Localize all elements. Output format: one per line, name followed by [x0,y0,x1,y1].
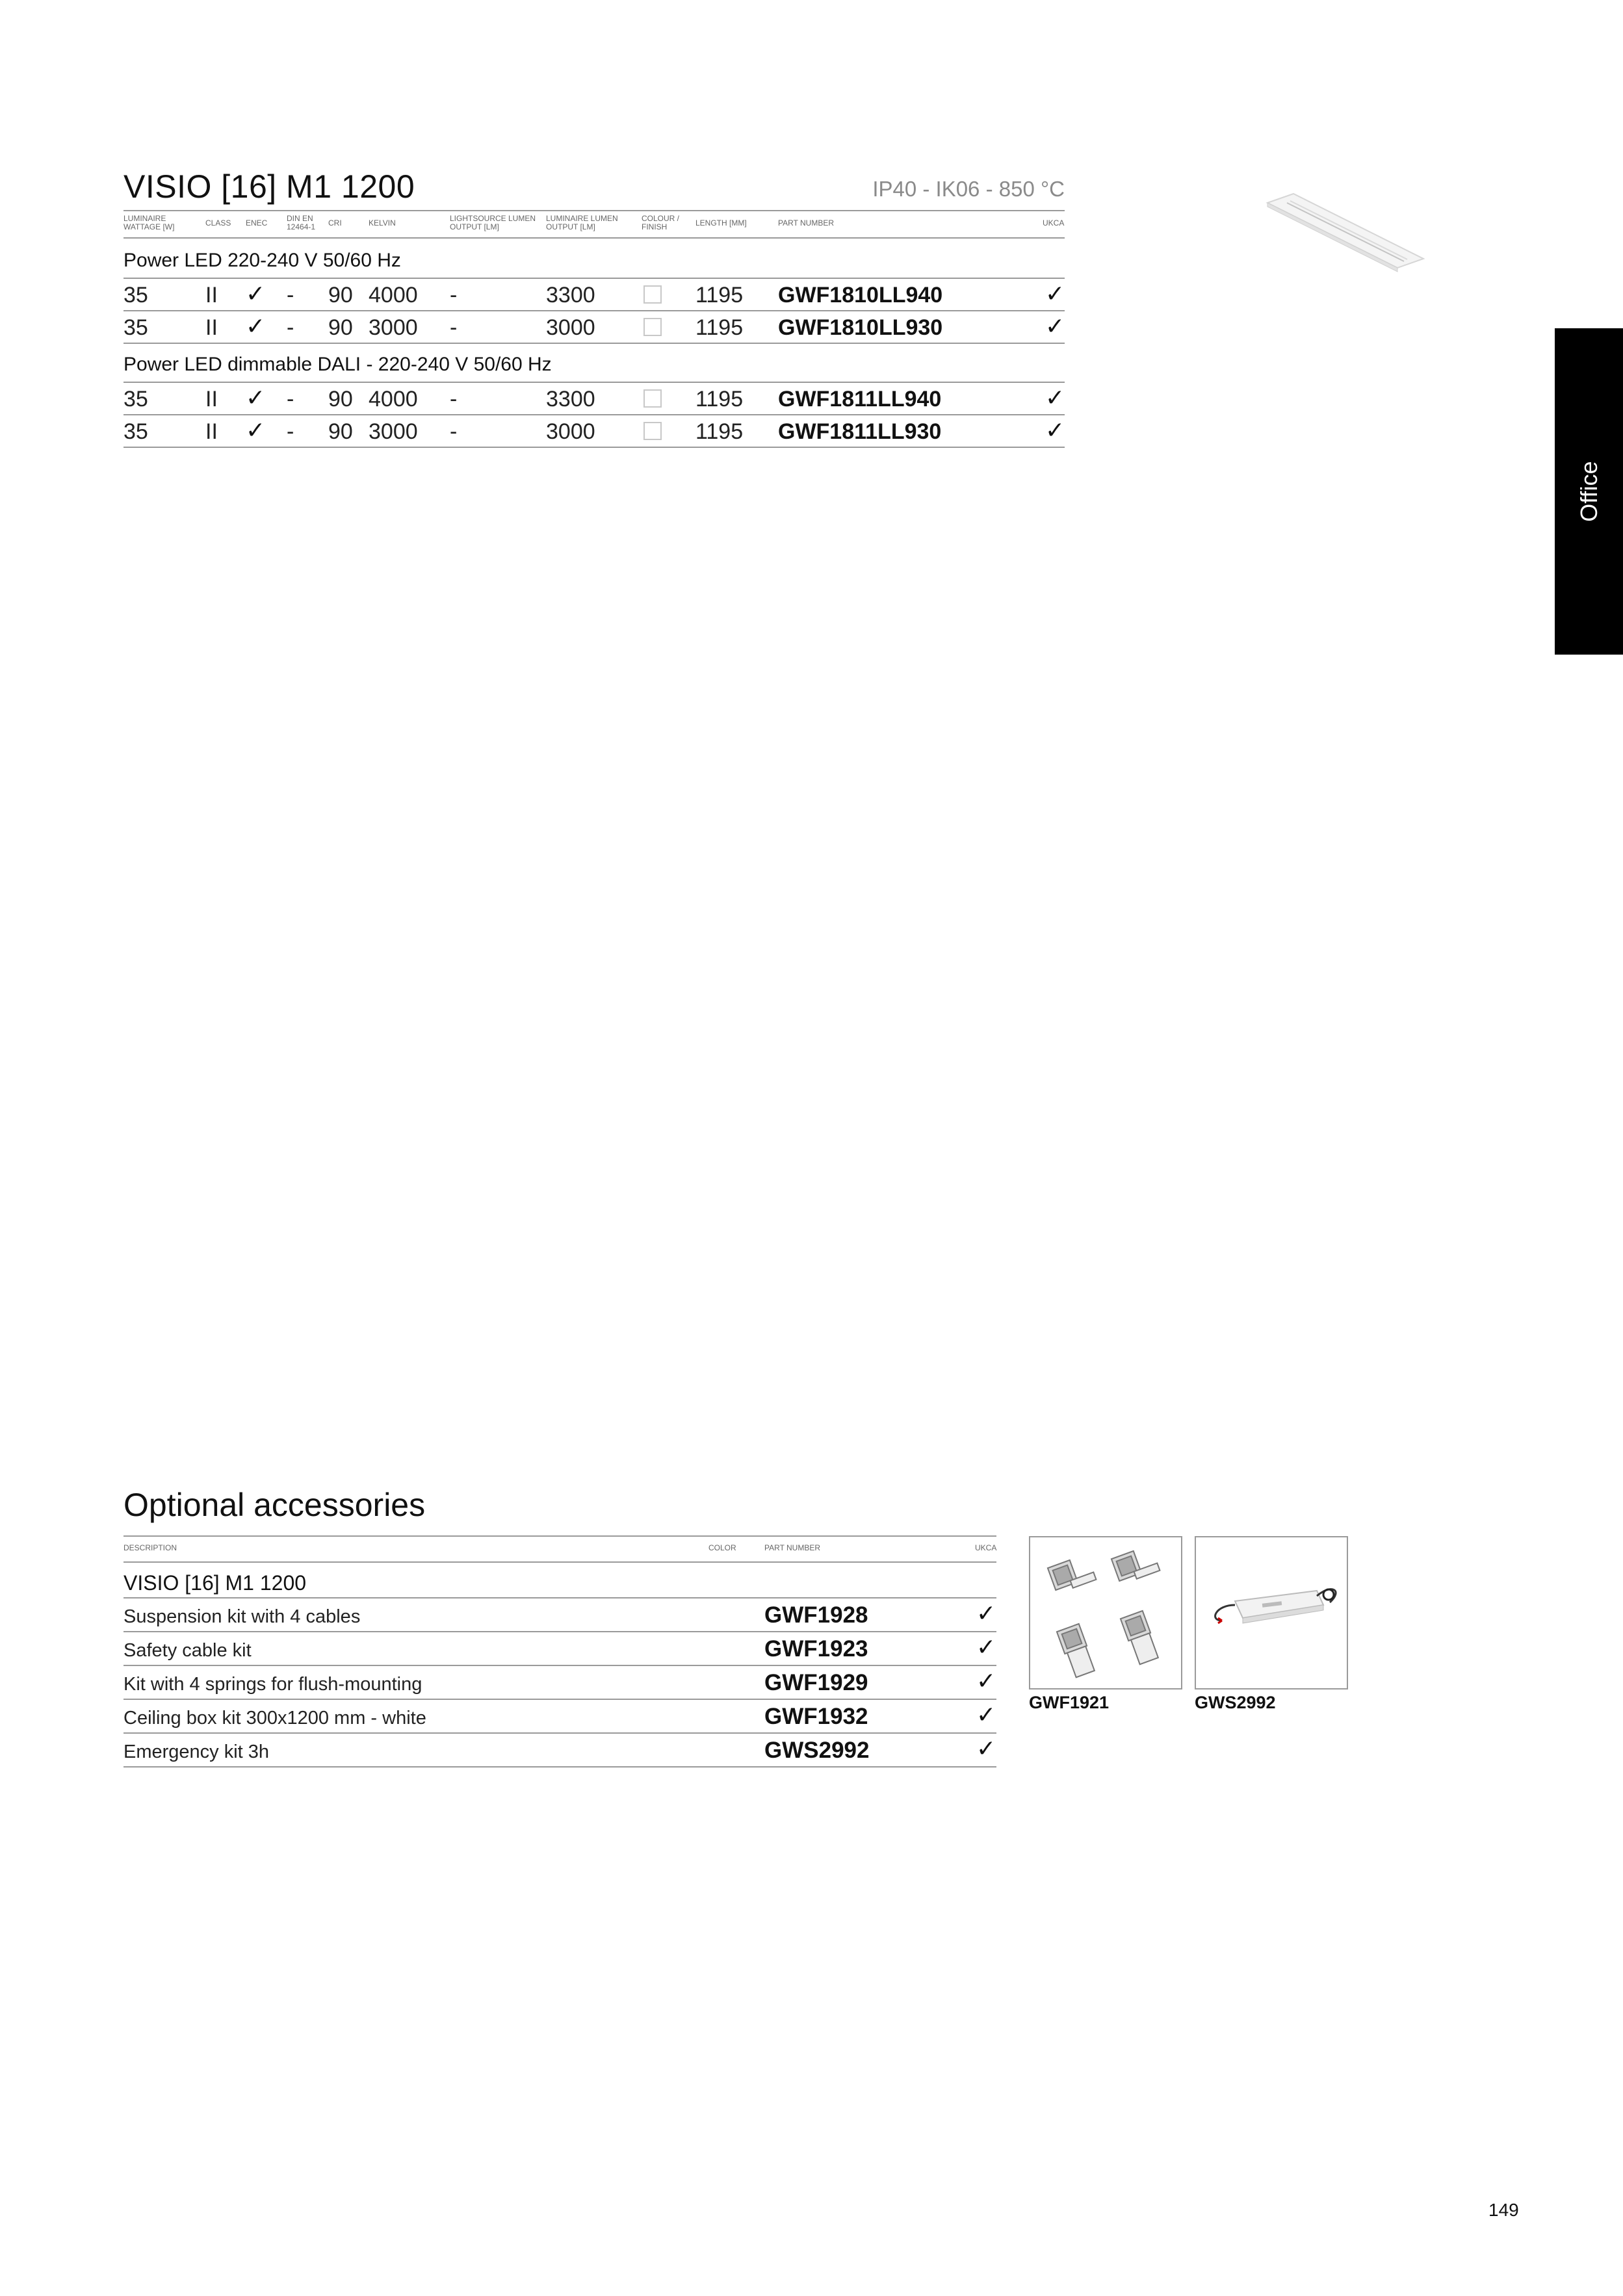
header-description: DESCRIPTION [123,1543,177,1552]
check-icon: ✓ [976,1735,996,1762]
cell-din: - [287,419,294,444]
table-row [123,311,1065,344]
header-enec: ENEC [246,218,268,228]
header-din: DIN EN 12464-1 [287,214,316,231]
section-tab-label: Office [1575,461,1602,522]
cell-class: II [205,419,218,444]
accessory-part-number: GWS2992 [764,1738,870,1763]
cell-length: 1195 [695,283,744,307]
accessory-description: Kit with 4 springs for flush-mounting [123,1674,422,1695]
cell-lum-lumen: 3000 [546,419,595,444]
header-part-number: PART NUMBER [778,218,835,228]
page-number: 149 [1488,2200,1519,2220]
accessory-image [1029,1536,1182,1689]
cell-cri: 90 [328,315,353,340]
check-icon: ✓ [976,1634,996,1660]
cell-length: 1195 [695,419,744,444]
product-specs: IP40 - IK06 - 850 °C [872,177,1065,201]
accessory-part-number: GWF1928 [764,1602,868,1628]
accessory-image-caption: GWF1921 [1029,1693,1110,1712]
cell-kelvin: 3000 [369,419,418,444]
accessory-part-number: GWF1932 [764,1704,868,1729]
colour-swatch [643,318,662,336]
check-icon: ✓ [246,313,266,339]
cell-wattage: 35 [123,387,148,411]
accessory-image [1195,1536,1348,1689]
list-item [123,1632,996,1666]
header-wattage: LUMINAIRE WATTAGE [W] [123,214,175,231]
table-row [123,279,1065,311]
cell-kelvin: 4000 [369,387,418,411]
cell-class: II [205,315,218,340]
header-class: CLASS [205,218,231,228]
cell-class: II [205,283,218,307]
cell-ls-lumen: - [450,419,458,444]
check-icon: ✓ [246,384,266,411]
accessory-part-number: GWF1929 [764,1670,868,1695]
check-icon: ✓ [1045,280,1065,307]
cell-lum-lumen: 3300 [546,283,595,307]
header-color: COLOR [708,1543,736,1552]
cell-ls-lumen: - [450,315,458,340]
cell-ls-lumen: - [450,387,458,411]
cell-ls-lumen: - [450,283,458,307]
header-colour: COLOUR / FINISH [642,214,680,231]
cell-kelvin: 3000 [369,315,418,340]
header-ukca: UKCA [1043,218,1065,228]
list-item [123,1700,996,1734]
check-icon: ✓ [976,1667,996,1694]
header-length: LENGTH [MM] [695,218,747,228]
cell-kelvin: 4000 [369,283,418,307]
header-kelvin: KELVIN [369,218,396,228]
check-icon: ✓ [1045,384,1065,411]
cell-cri: 90 [328,387,353,411]
accessory-image-caption: GWS2992 [1195,1693,1276,1712]
cell-din: - [287,387,294,411]
accessory-description: Ceiling box kit 300x1200 mm - white [123,1708,426,1729]
emergency-driver-icon [1196,1537,1347,1688]
cell-cri: 90 [328,419,353,444]
check-icon: ✓ [1045,313,1065,339]
cell-part-number: GWF1811LL940 [778,387,942,411]
accessories-title: Optional accessories [123,1487,426,1523]
table-row [123,415,1065,448]
cell-lum-lumen: 3000 [546,315,595,340]
cell-class: II [205,387,218,411]
accessories-table-header [123,1535,996,1563]
spring-clips-icon [1030,1537,1181,1688]
product-title: VISIO [16] M1 1200 [123,168,415,205]
cell-part-number: GWF1811LL930 [778,419,942,444]
check-icon: ✓ [246,417,266,443]
check-icon: ✓ [976,1600,996,1626]
header-ukca: UKCA [975,1543,997,1552]
accessory-description: Safety cable kit [123,1640,252,1661]
header-part-number: PART NUMBER [764,1543,821,1552]
check-icon: ✓ [1045,417,1065,443]
header-ls-lumen: LIGHTSOURCE LUMEN OUTPUT [LM] [450,214,536,231]
cell-din: - [287,315,294,340]
cell-din: - [287,283,294,307]
cell-wattage: 35 [123,315,148,340]
cell-part-number: GWF1810LL940 [778,283,943,307]
colour-swatch [643,389,662,408]
cell-lum-lumen: 3300 [546,387,595,411]
list-item [123,1734,996,1768]
list-item [123,1666,996,1700]
accessories-group-label: VISIO [16] M1 1200 [123,1571,307,1595]
section-tab[interactable] [1555,328,1623,655]
cell-length: 1195 [695,315,744,340]
check-icon: ✓ [976,1701,996,1728]
cell-part-number: GWF1810LL930 [778,315,943,340]
accessory-description: Suspension kit with 4 cables [123,1606,361,1627]
luminaire-image [1261,189,1430,273]
list-item [123,1598,996,1632]
table-row [123,383,1065,415]
product-table-header [123,210,1065,239]
check-icon: ✓ [246,280,266,307]
accessory-part-number: GWF1923 [764,1636,868,1662]
group-label: Power LED 220-240 V 50/60 Hz [123,250,401,271]
colour-swatch [643,285,662,304]
cell-wattage: 35 [123,283,148,307]
cell-length: 1195 [695,387,744,411]
cell-cri: 90 [328,283,353,307]
accessory-description: Emergency kit 3h [123,1742,270,1762]
header-cri: CRI [328,218,342,228]
cell-wattage: 35 [123,419,148,444]
group-label: Power LED dimmable DALI - 220-240 V 50/60 Hz [123,354,552,375]
colour-swatch [643,422,662,440]
header-lum-lumen: LUMINAIRE LUMEN OUTPUT [LM] [546,214,618,231]
